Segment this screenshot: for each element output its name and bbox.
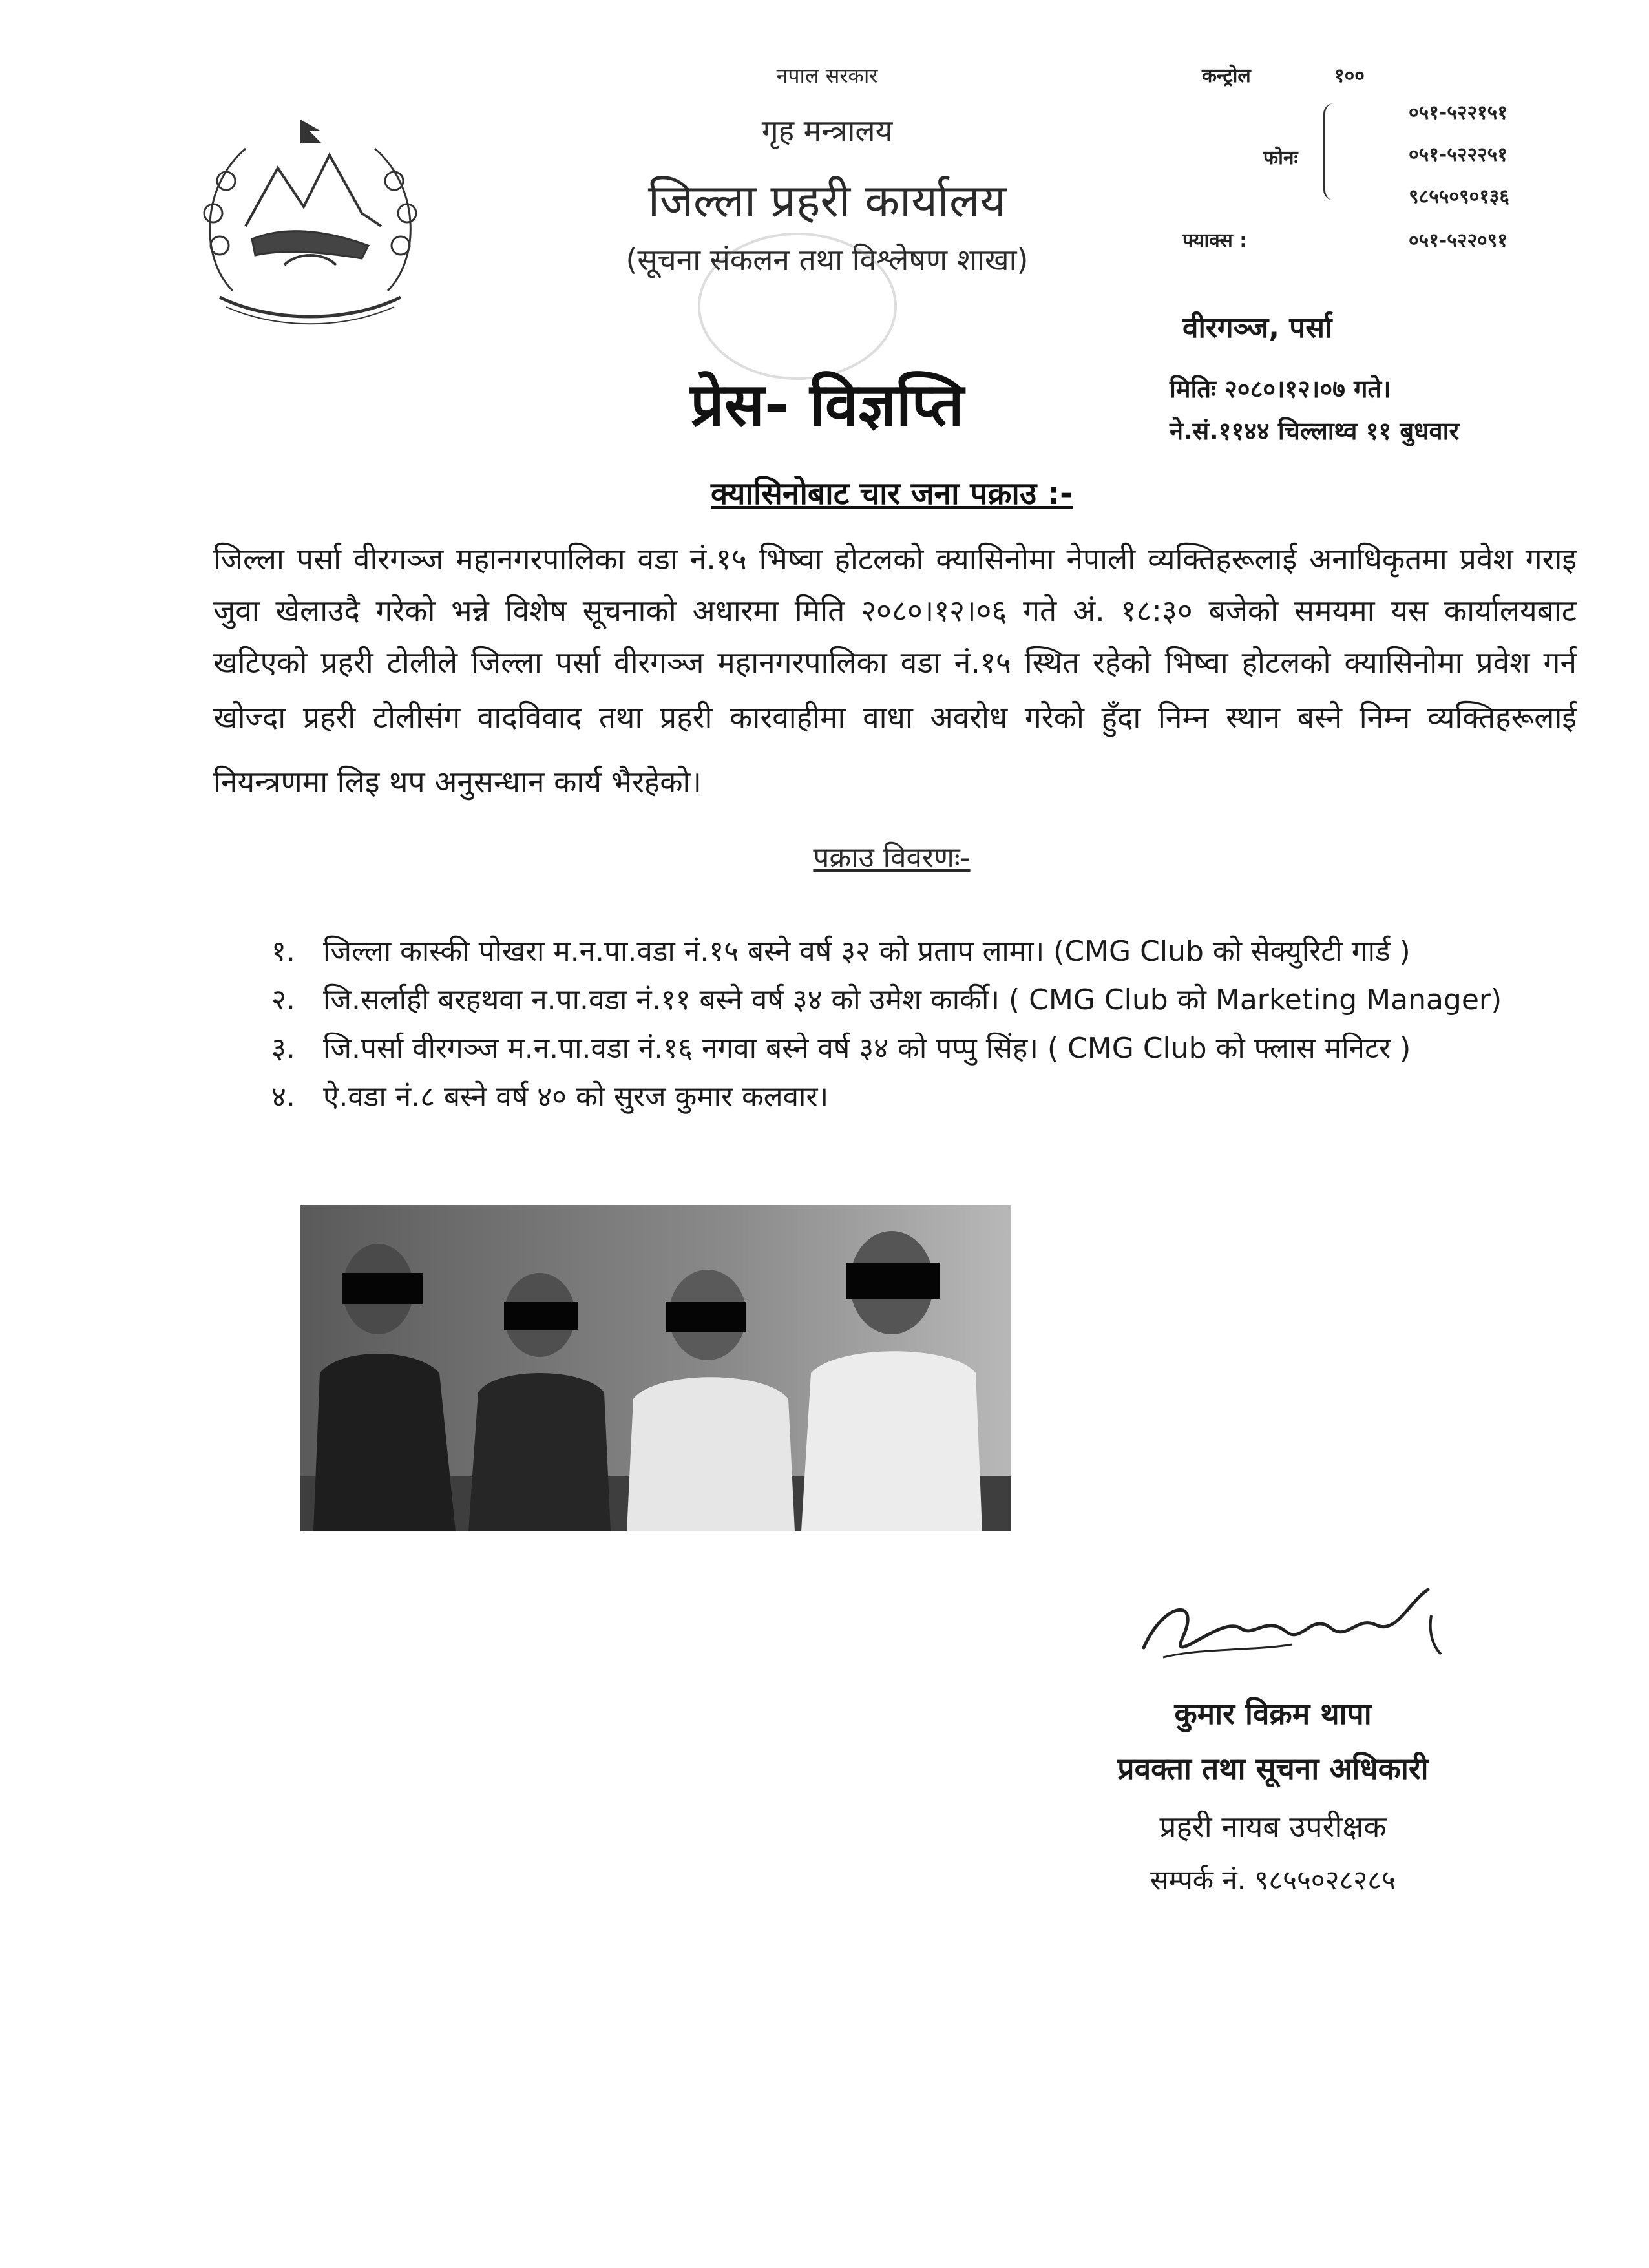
arrest-text: जिल्ला कास्की पोखरा म.न.पा.वडा नं.१५ बस्ने वर्ष ३२ को प्रताप लामा। (CMG Club को सेक्युरिटी गार्ड ) — [323, 935, 1411, 968]
arrest-number: ३. — [271, 1032, 295, 1065]
page-title: प्रेस- विज्ञप्ति — [690, 370, 964, 439]
phone-3: ९८५५०९०१३६ — [1409, 185, 1509, 208]
office-stamp — [698, 233, 897, 380]
place-label: वीरगञ्ज, पर्सा — [1182, 311, 1332, 344]
government-label: नपाल सरकार — [776, 63, 878, 88]
body-line: खटिएको प्रहरी टोलीले जिल्ला पर्सा वीरगञ्ज महानगरपालिका वडा नं.१५ स्थित रहेको भिष्वा होटलको क्यासिनोमा प्रवेश गर्न — [213, 645, 1577, 680]
signatory-role: प्रवक्ता तथा सूचना अधिकारी — [1117, 1751, 1429, 1786]
office-title: जिल्ला प्रहरी कार्यालय — [647, 174, 1007, 227]
body-line: नियन्त्रणमा लिइ थप अनुसन्धान कार्य भैरहेको। — [213, 764, 702, 799]
signatory-name: कुमार विक्रम थापा — [1174, 1696, 1372, 1731]
arrest-number: २. — [271, 983, 295, 1016]
arrest-heading: पक्राउ विवरणः- — [813, 841, 971, 874]
subject-heading: क्यासिनोबाट चार जना पक्राउ :- — [711, 476, 1073, 512]
body-line: खोज्दा प्रहरी टोलीसंग वादविवाद तथा प्रहरी कारवाहीमा वाधा अवरोध गरेको हुँदा निम्न स्थान बस्ने निम्न व्यक्तिहरूलाई — [213, 700, 1577, 735]
fax-value: ०५१-५२२०९१ — [1409, 229, 1507, 252]
arrest-item — [271, 979, 1502, 1018]
arrest-text: जि.पर्सा वीरगञ्ज म.न.पा.वडा नं.१६ नगवा बस्ने वर्ष ३४ को पप्पु सिंह। ( CMG Club को फ्लास मनिटर ) — [323, 1032, 1411, 1065]
branch-label: (सूचना संकलन तथा विश्लेषण शाखा) — [625, 242, 1029, 277]
arrest-item — [271, 1027, 1411, 1066]
phone-2: ०५१-५२२२५१ — [1409, 143, 1507, 166]
arrest-number: १. — [271, 935, 295, 968]
ministry-label: गृह मन्त्रालय — [761, 113, 893, 148]
signatory-contact: सम्पर्क नं. ९८५५०२८२८५ — [1150, 1864, 1396, 1896]
phone-1: ०५१-५२२१५१ — [1409, 101, 1507, 124]
arrest-item — [271, 1076, 828, 1115]
control-value: १०० — [1334, 65, 1365, 87]
control-label: कन्ट्रोल — [1202, 65, 1251, 87]
fax-label: फ्याक्स : — [1182, 229, 1248, 252]
arrest-text: जि.सर्लाही बरहथवा न.पा.वडा नं.११ बस्ने वर्ष ३४ को उमेश कार्की। ( CMG Club को Marketing Manager) — [323, 983, 1502, 1016]
phone-brace — [1323, 103, 1337, 200]
arrest-item — [271, 930, 1411, 969]
nepal-emblem — [194, 116, 426, 330]
nepal-sambat-line: ने.सं.११४४ चिल्लाथ्व ११ बुधवार — [1170, 417, 1459, 445]
body-line: जुवा खेलाउदै गरेको भन्ने विशेष सूचनाको अधारमा मिति २०८०।१२।०६ गते अं. १८:३० बजेको समयमा यस कार्यालयबाट — [213, 593, 1577, 628]
phone-label: फोनः — [1263, 147, 1298, 169]
handwritten-signature — [1124, 1577, 1460, 1680]
arrestees-photo — [300, 1205, 1011, 1531]
body-line: जिल्ला पर्सा वीरगञ्ज महानगरपालिका वडा नं.१५ भिष्वा होटलको क्यासिनोमा नेपाली व्यक्तिहरूलाई अनाधिकृतमा प्रवेश गराइ — [213, 541, 1577, 576]
arrest-text: ऐ.वडा नं.८ बस्ने वर्ष ४० को सुरज कुमार कलवार। — [323, 1080, 829, 1113]
date-line: मितिः २०८०।१२।०७ गते। — [1170, 375, 1391, 403]
arrest-number: ४. — [271, 1080, 295, 1113]
signatory-rank: प्रहरी नायब उपरीक्षक — [1159, 1809, 1387, 1844]
